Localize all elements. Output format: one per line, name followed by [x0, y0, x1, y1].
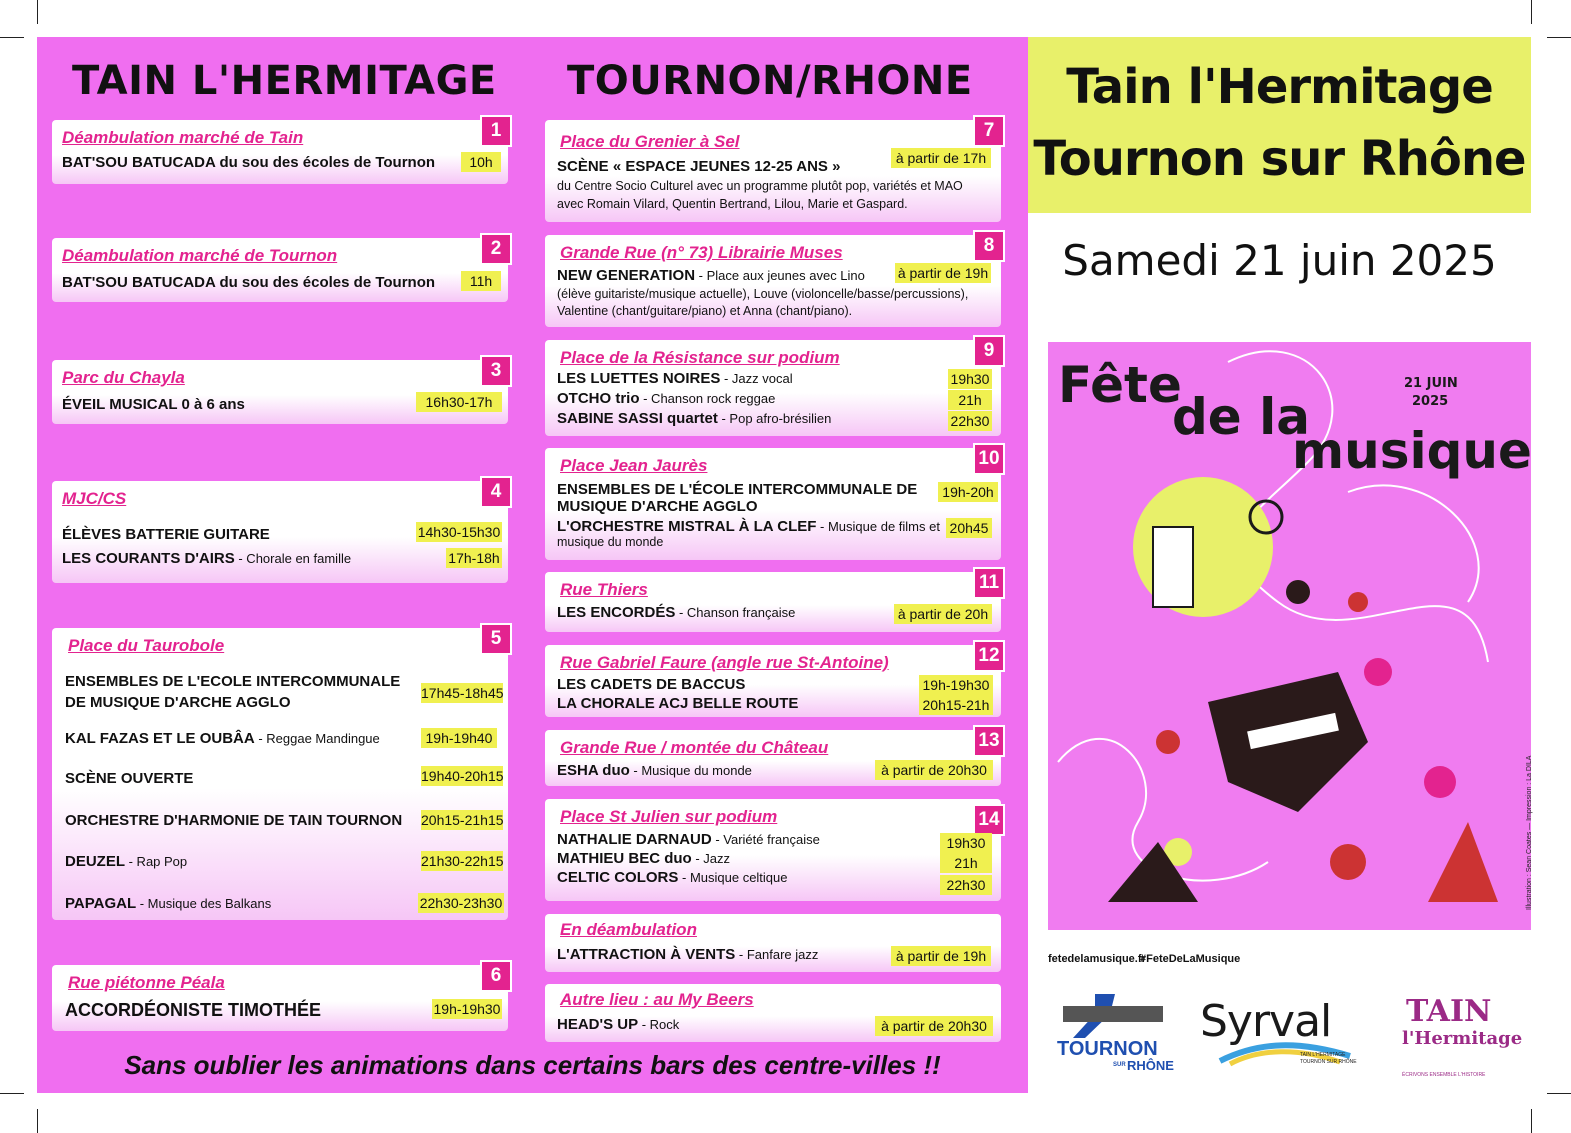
crop-mark — [0, 37, 24, 38]
event-card-3 — [52, 360, 508, 424]
poster-day: 21 JUIN — [1404, 376, 1458, 391]
event-performer: PAPAGAL - Musique des Balkans — [65, 895, 272, 912]
event-performer: MUSIQUE D'ARCHE AGGLO — [557, 498, 758, 515]
event-time: 19h-19h40 — [421, 728, 497, 748]
crop-mark — [1547, 37, 1571, 38]
event-time: à partir de 20h30 — [875, 760, 993, 780]
event-location: Grande Rue / montée du Château — [560, 738, 829, 757]
logo-tain — [1402, 994, 1523, 1079]
event-performer: MATHIEU BEC duo - Jazz — [557, 850, 731, 867]
crop-mark — [1547, 1093, 1571, 1094]
event-location: Grande Rue (n° 73) Librairie Muses — [560, 243, 843, 262]
event-performer: SCÈNE OUVERTE — [65, 770, 194, 787]
title-banner — [1028, 37, 1531, 213]
event-performer: NATHALIE DARNAUD - Variété française — [557, 831, 820, 848]
tain-slogan: ÉCRIVONS ENSEMBLE L'HISTOIRE — [1402, 1072, 1486, 1078]
event-performer: DE MUSIQUE D'ARCHE AGGLO — [65, 694, 291, 711]
event-note: Valentine (chant/guitare/piano) et Anna (chant/piano). — [557, 304, 853, 318]
event-performer: ÉVEIL MUSICAL 0 à 6 ans — [62, 396, 245, 413]
event-performer: HEAD'S UP - Rock — [557, 1016, 680, 1033]
event-number: 2 — [480, 233, 512, 265]
event-location: Parc du Chayla — [62, 368, 185, 387]
event-time: 19h-20h — [938, 482, 998, 502]
syrval-sub2: TOURNON SUR RHÔNE — [1300, 1059, 1357, 1065]
event-performer: ORCHESTRE D'HARMONIE DE TAIN TOURNON — [65, 812, 403, 829]
event-card-6 — [52, 965, 508, 1031]
event-number: 4 — [480, 476, 512, 508]
event-card-7 — [545, 120, 1001, 222]
event-performer: CELTIC COLORS - Musique celtique — [557, 869, 788, 886]
event-note: avec Romain Vilard, Quentin Bertrand, Lilou, Marie et Gaspard. — [557, 197, 908, 211]
event-location: Rue piétonne Péala — [68, 973, 225, 992]
poster-illustration — [1048, 342, 1531, 930]
event-time: 17h45-18h45 — [421, 685, 504, 701]
event-time: 19h-19h30 — [919, 675, 993, 695]
event-location: Rue Thiers — [560, 580, 648, 599]
syrval-name: Syrval — [1200, 996, 1332, 1047]
event-number: 14 — [973, 804, 1005, 836]
event-number: 13 — [973, 725, 1005, 757]
column-title-tournon: TOURNON/RHONE — [567, 58, 973, 104]
event-number: 6 — [480, 960, 512, 992]
poster-website: fetedelamusique.fr — [1048, 953, 1146, 965]
event-performer: BAT'SOU BATUCADA du sou des écoles de Tournon — [62, 154, 436, 171]
poster-credit: Illustration : Sean Coates — Impression : La DILA — [1526, 755, 1533, 910]
title-city-tain: Tain l'Hermitage — [1066, 59, 1493, 115]
event-note: (élève guitariste/musique actuelle), Louve (violoncelle/basse/percussions), — [557, 287, 969, 301]
event-time: 21h — [948, 390, 992, 410]
event-time: à partir de 20h — [894, 604, 992, 624]
event-number: 7 — [973, 115, 1005, 147]
event-location: Place du Grenier à Sel — [560, 132, 740, 151]
event-performer: LES CADETS DE BACCUS — [557, 676, 746, 693]
crop-mark — [1531, 1109, 1532, 1133]
event-number: 5 — [480, 623, 512, 655]
event-time: à partir de 17h — [891, 148, 991, 168]
crop-mark — [37, 1109, 38, 1133]
poster-title-delamusique: de la — [1172, 388, 1310, 446]
event-location: Place St Julien sur podium — [560, 807, 778, 826]
event-time: 20h15-21h — [919, 695, 993, 715]
event-number: 10 — [973, 443, 1005, 475]
logo-tournon — [1055, 992, 1175, 1077]
crop-mark — [37, 0, 38, 24]
event-number: 9 — [973, 335, 1005, 367]
event-time: à partir de 20h30 — [875, 1016, 993, 1036]
poster-title-fete: Fête — [1058, 356, 1182, 414]
tain-name: TAIN — [1406, 994, 1492, 1029]
event-location: Place de la Résistance sur podium — [560, 348, 840, 367]
event-time: 22h30 — [948, 411, 992, 431]
event-time: 20h15-21h15 — [421, 812, 504, 828]
tournon-rhone: RHÔNE — [1127, 1058, 1174, 1073]
event-location: En déambulation — [560, 920, 697, 939]
logo-syrval — [1200, 996, 1365, 1076]
event-location: Place Jean Jaurès — [560, 456, 708, 475]
event-number: 3 — [480, 355, 512, 387]
event-card-14 — [545, 799, 1001, 901]
event-performer: SCÈNE « ESPACE JEUNES 12-25 ANS » — [557, 158, 841, 175]
event-location: Déambulation marché de Tain — [62, 128, 304, 147]
syrval-sub1: TAIN L'HERMITAGE — [1300, 1052, 1346, 1058]
event-performer: L'ORCHESTRE MISTRAL À LA CLEF - Musique de films et — [557, 518, 940, 535]
event-performer: SABINE SASSI quartet - Pop afro-brésilien — [557, 410, 832, 427]
event-card-2 — [52, 238, 508, 302]
poster-hashtag: #FeteDeLaMusique — [1140, 953, 1241, 965]
event-note: musique du monde — [557, 535, 664, 549]
event-time: 19h-19h30 — [433, 1001, 501, 1017]
event-performer: NEW GENERATION - Place aux jeunes avec Lino — [557, 267, 865, 284]
event-time: 16h30-17h — [416, 392, 502, 412]
event-performer: BAT'SOU BATUCADA du sou des écoles de Tournon — [62, 274, 436, 291]
event-card-5 — [52, 628, 508, 920]
event-card-4 — [52, 481, 508, 583]
event-card-16 — [545, 984, 1001, 1042]
event-card-10 — [545, 448, 1001, 560]
event-performer: DEUZEL - Rap Pop — [65, 853, 188, 870]
event-card-8 — [545, 235, 1001, 327]
column-title-tain: TAIN L'HERMITAGE — [72, 58, 497, 104]
event-location: Rue Gabriel Faure (angle rue St-Antoine) — [560, 653, 889, 672]
event-card-1 — [52, 120, 508, 184]
event-time: 19h40-20h15 — [421, 768, 504, 784]
event-performer: LES LUETTES NOIRES - Jazz vocal — [557, 370, 793, 387]
tournon-sur: SUR — [1113, 1062, 1126, 1068]
event-performer: ENSEMBLES DE L'ÉCOLE INTERCOMMUNALE DE — [557, 481, 918, 498]
crop-mark — [1531, 0, 1532, 24]
event-performer: LA CHORALE ACJ BELLE ROUTE — [557, 695, 799, 712]
poster-title-musique: musique — [1292, 422, 1532, 480]
tournon-logo-mark — [1055, 992, 1175, 1042]
event-time: 11h — [461, 271, 501, 291]
event-time: 22h30 — [940, 875, 992, 895]
footer-note: Sans oublier les animations dans certains bars des centre-villes !! — [124, 1050, 941, 1080]
event-number: 11 — [973, 567, 1005, 599]
tournon-name: TOURNON — [1057, 1038, 1158, 1060]
event-performer: KAL FAZAS ET LE OUBÂA - Reggae Mandingue — [65, 730, 380, 747]
event-date: Samedi 21 juin 2025 — [1062, 236, 1497, 285]
event-time: 22h30-23h30 — [419, 895, 503, 911]
event-card-9 — [545, 340, 1001, 436]
event-location: Autre lieu : au My Beers — [560, 990, 754, 1009]
event-time: 14h30-15h30 — [417, 524, 501, 540]
event-time: 19h30 — [948, 369, 992, 389]
event-time: 21h — [940, 853, 992, 873]
event-number: 1 — [480, 115, 512, 147]
event-performer: ÉLÈVES BATTERIE GUITARE — [62, 526, 270, 543]
event-card-12 — [545, 645, 1001, 717]
poster-year: 2025 — [1412, 394, 1449, 409]
event-performer: LES COURANTS D'AIRS - Chorale en famille — [62, 550, 352, 567]
event-time: 19h30 — [940, 833, 992, 853]
event-performer: ENSEMBLES DE L'ECOLE INTERCOMMUNALE — [65, 673, 401, 690]
event-time: à partir de 19h — [891, 946, 991, 966]
tain-hermitage: l'Hermitage — [1402, 1028, 1523, 1049]
event-time: 20h45 — [946, 518, 992, 538]
event-card-13 — [545, 730, 1001, 786]
event-location: Déambulation marché de Tournon — [62, 246, 338, 265]
crop-mark — [0, 1093, 24, 1094]
event-card-11 — [545, 572, 1001, 632]
event-number: 12 — [973, 640, 1005, 672]
event-number: 8 — [973, 230, 1005, 262]
event-performer: ESHA duo - Musique du monde — [557, 762, 752, 779]
event-time: à partir de 19h — [895, 263, 991, 283]
event-performer: OTCHO trio - Chanson rock reggae — [557, 390, 776, 407]
event-time: 21h30-22h15 — [421, 853, 504, 869]
event-performer: L'ATTRACTION À VENTS - Fanfare jazz — [557, 946, 819, 963]
title-city-tournon: Tournon sur Rhône — [1033, 131, 1526, 187]
event-performer: LES ENCORDÉS - Chanson française — [557, 604, 796, 621]
event-time: 17h-18h — [446, 548, 502, 568]
event-note: du Centre Socio Culturel avec un programme plutôt pop, variétés et MAO — [557, 179, 963, 193]
event-location: MJC/CS — [62, 489, 127, 508]
event-time: 10h — [461, 152, 501, 172]
event-card-15 — [545, 914, 1001, 972]
event-location: Place du Taurobole — [68, 636, 225, 655]
event-performer: ACCORDÉONISTE TIMOTHÉE — [65, 1000, 322, 1020]
